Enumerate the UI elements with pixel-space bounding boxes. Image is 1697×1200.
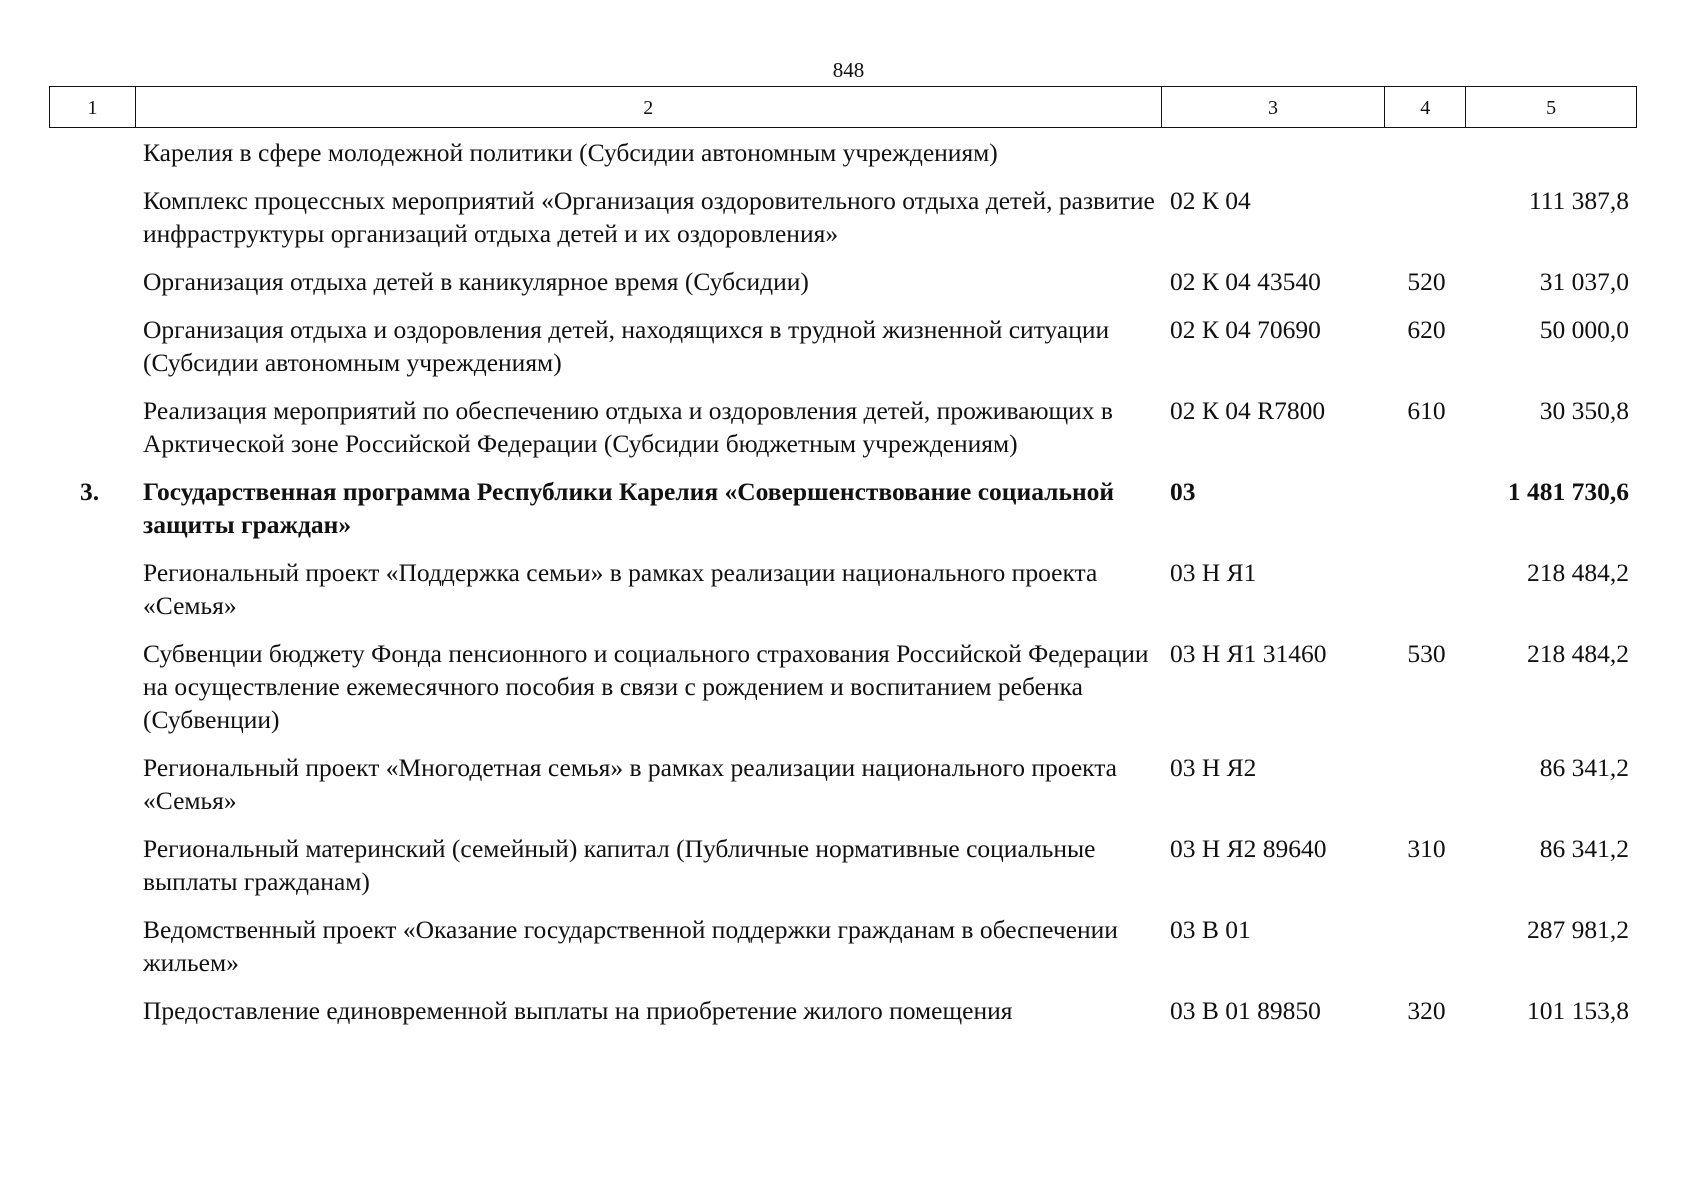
row-number bbox=[49, 265, 135, 298]
row-expense-type bbox=[1386, 136, 1467, 169]
row-number bbox=[49, 313, 135, 379]
row-name: Государственная программа Республики Карелия «Совершенствование социальной защиты граждан» bbox=[143, 477, 1115, 539]
row-sum: 31 037,0 bbox=[1539, 267, 1629, 296]
row-sum: 101 153,8 bbox=[1527, 996, 1629, 1025]
row-sum: 50 000,0 bbox=[1539, 315, 1629, 344]
table-row bbox=[49, 184, 1637, 250]
row-sum: 287 981,2 bbox=[1527, 915, 1629, 944]
row-expense-type bbox=[1386, 751, 1467, 817]
table-row bbox=[49, 265, 1637, 298]
row-code: 03 В 01 89850 bbox=[1170, 996, 1321, 1025]
row-name: Региональный материнский (семейный) капитал (Публичные нормативные социальные выплаты гражданам) bbox=[143, 834, 1096, 896]
header-col-5: 5 bbox=[1546, 96, 1557, 119]
row-expense-type: 620 bbox=[1407, 315, 1446, 344]
row-sum: 30 350,8 bbox=[1539, 396, 1629, 425]
header-col-3: 3 bbox=[1162, 87, 1386, 127]
row-code: 03 В 01 bbox=[1170, 915, 1251, 944]
row-expense-type: 310 bbox=[1407, 834, 1446, 863]
page-number: 848 bbox=[832, 58, 865, 82]
row-name: Карелия в сфере молодежной политики (Субсидии автономным учреждениям) bbox=[143, 138, 998, 167]
row-code: 03 Н Я2 bbox=[1170, 753, 1257, 782]
row-code: 03 Н Я2 89640 bbox=[1170, 834, 1327, 863]
row-sum: 111 387,8 bbox=[1528, 186, 1629, 215]
row-sum: 218 484,2 bbox=[1527, 558, 1629, 587]
row-code: 02 К 04 R7800 bbox=[1170, 396, 1326, 425]
row-number bbox=[49, 751, 135, 817]
row-code: 02 К 04 bbox=[1170, 186, 1251, 215]
row-name: Организация отдыха детей в каникулярное время (Субсидии) bbox=[143, 267, 809, 296]
row-sum: 218 484,2 bbox=[1527, 639, 1629, 668]
row-code bbox=[1162, 136, 1386, 169]
row-expense-type: 610 bbox=[1407, 396, 1446, 425]
table-row bbox=[49, 751, 1637, 817]
table-row bbox=[49, 556, 1637, 622]
row-number bbox=[49, 994, 135, 1027]
row-expense-type bbox=[1386, 475, 1467, 541]
row-number bbox=[49, 394, 135, 460]
row-sum bbox=[1467, 136, 1637, 169]
header-col-2: 2 bbox=[136, 87, 1162, 127]
row-sum: 86 341,2 bbox=[1539, 834, 1629, 863]
header-col-1: 1 bbox=[50, 87, 136, 127]
table-row bbox=[49, 832, 1637, 898]
row-expense-type: 320 bbox=[1407, 996, 1446, 1025]
row-number bbox=[49, 184, 135, 250]
row-name: Ведомственный проект «Оказание государственной поддержки гражданам в обеспечении жильем» bbox=[143, 915, 1118, 977]
row-code: 03 bbox=[1170, 477, 1196, 506]
row-number bbox=[49, 832, 135, 898]
row-number bbox=[49, 136, 135, 169]
row-name: Региональный проект «Многодетная семья» в рамках реализации национального проекта «Семья» bbox=[143, 753, 1118, 815]
row-sum: 86 341,2 bbox=[1539, 753, 1629, 782]
row-name: Комплекс процессных мероприятий «Организация оздоровительного отдыха детей, развитие инфраструктуры организаций отдыха детей и их оздоровления» bbox=[143, 186, 1155, 248]
row-code: 03 Н Я1 31460 bbox=[1170, 639, 1327, 668]
row-sum: 1 481 730,6 bbox=[1507, 477, 1629, 506]
table-row bbox=[49, 637, 1637, 736]
row-code: 03 Н Я1 bbox=[1170, 558, 1257, 587]
table-row bbox=[49, 913, 1637, 979]
row-expense-type bbox=[1386, 556, 1467, 622]
row-number bbox=[49, 556, 135, 622]
row-name: Региональный проект «Поддержка семьи» в рамках реализации национального проекта «Семья» bbox=[143, 558, 1098, 620]
row-number bbox=[49, 637, 135, 736]
row-number bbox=[49, 913, 135, 979]
table-header bbox=[49, 86, 1637, 128]
row-expense-type: 530 bbox=[1407, 639, 1446, 668]
row-expense-type bbox=[1386, 913, 1467, 979]
table-row bbox=[49, 394, 1637, 460]
row-expense-type bbox=[1386, 184, 1467, 250]
row-name: Предоставление единовременной выплаты на приобретение жилого помещения bbox=[143, 996, 1013, 1025]
table-row bbox=[49, 994, 1637, 1027]
row-expense-type: 520 bbox=[1407, 267, 1446, 296]
row-name: Организация отдыха и оздоровления детей, находящихся в трудной жизненной ситуации (Субсидии автономным учреждениям) bbox=[143, 315, 1110, 377]
row-number: 3. bbox=[80, 477, 100, 506]
table-row bbox=[49, 475, 1637, 541]
table-body bbox=[49, 136, 1637, 1042]
header-col-4: 4 bbox=[1385, 87, 1466, 127]
row-code: 02 К 04 70690 bbox=[1170, 315, 1321, 344]
row-name: Субвенции бюджету Фонда пенсионного и социального страхования Российской Федерации на осуществление ежемесячного пособия в связи с рождением и воспитанием ребенка (Субвенции) bbox=[143, 639, 1149, 734]
row-code: 02 К 04 43540 bbox=[1170, 267, 1321, 296]
row-name: Реализация мероприятий по обеспечению отдыха и оздоровления детей, проживающих в Арктической зоне Российской Федерации (Субсидии бюджетным учреждениям) bbox=[143, 396, 1113, 458]
table-row bbox=[49, 313, 1637, 379]
table-row bbox=[49, 136, 1637, 169]
